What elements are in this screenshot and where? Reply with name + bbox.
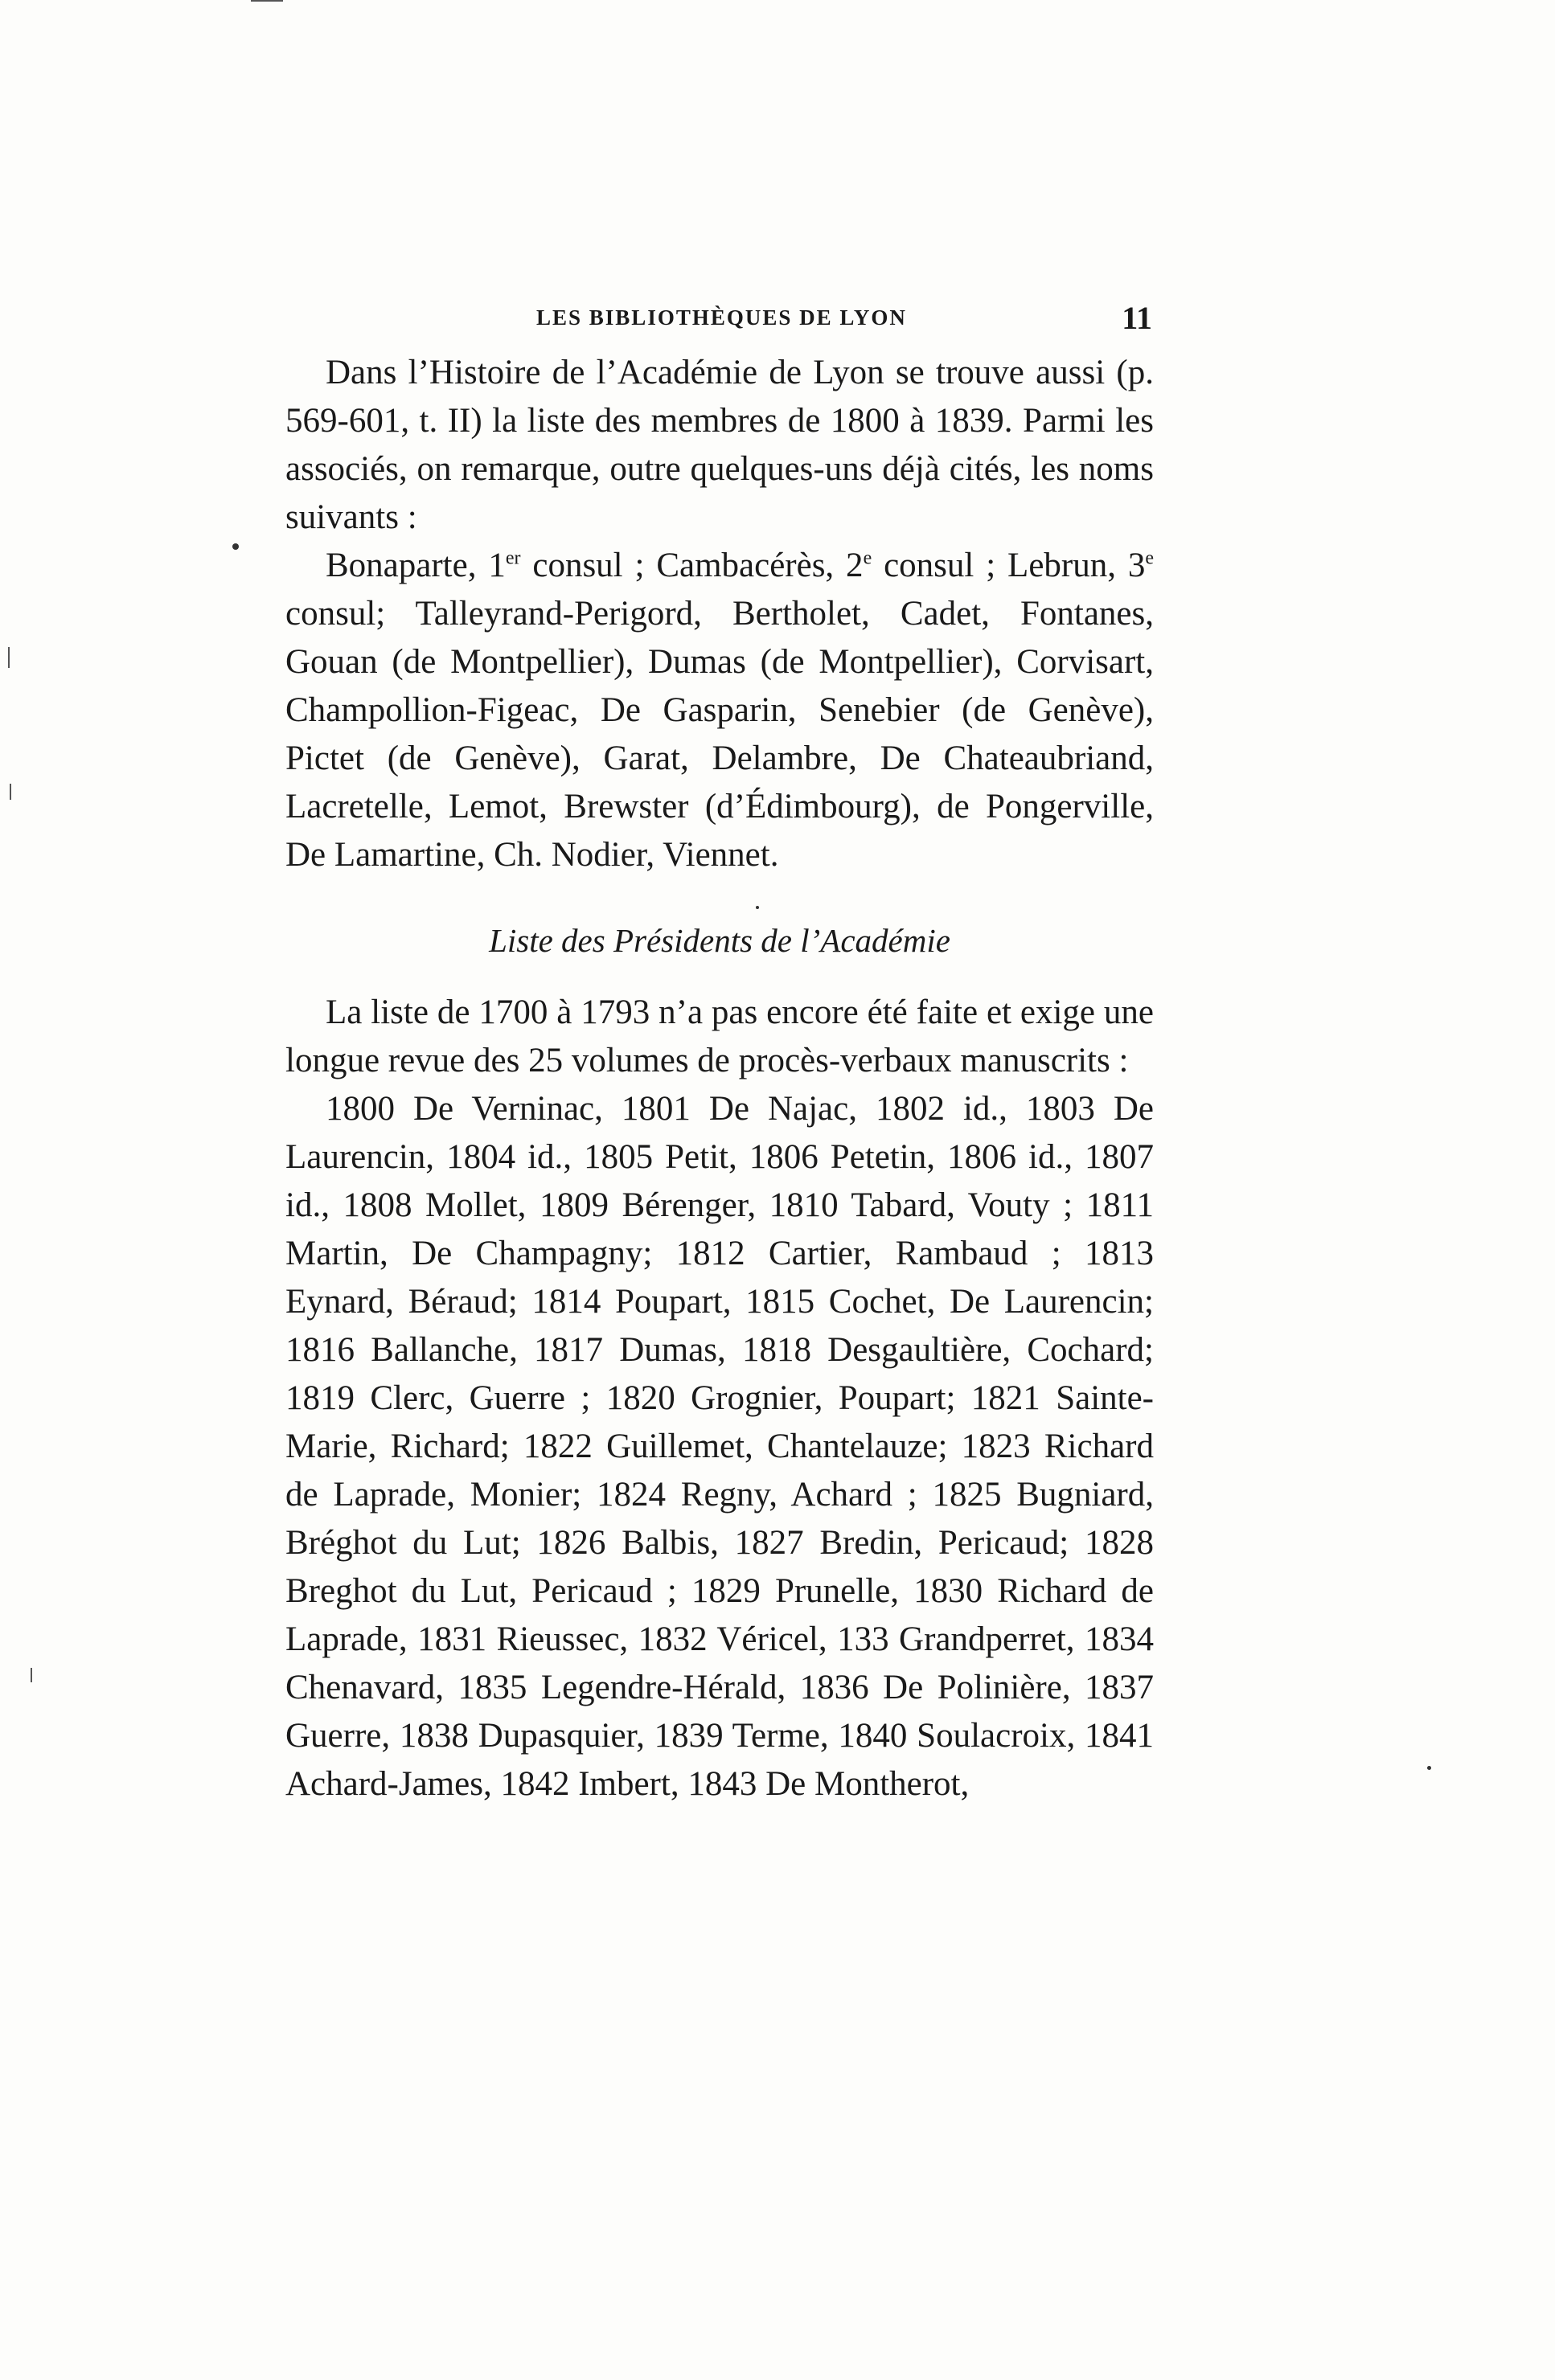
page-number: 11 — [1122, 300, 1152, 336]
scan-mark — [31, 1668, 32, 1682]
paragraph-presidents: 1800 De Verninac, 1801 De Najac, 1802 id., 1803 De Laurencin, 1804 id., 1805 Petit, 1806 Petetin, 1806 id., 1807 id., 1808 Mollet, 1809 Bérenger, 1810 Tabard, Vouty ; 1811 Martin, De Champagny; 1812 Cartier, Rambaud ; 1813 Eynard, Béraud; 1814 Poupart, 1815 Cochet, De Laurencin; 1816 Ballanche, 1817 Dumas, 1818 Desgaultière, Cochard; 1819 Clerc, Guerre ; 1820 Grognier, Poupart; 1821 Sainte-Marie, Richard; 1822 Guillemet, Chantelauze; 1823 Richard de Laprade, Monier; 1824 Regny, Achard ; 1825 Bugniard, Bréghot du Lut; 1826 Balbis, 1827 Bredin, Pericaud; 1828 Breghot du Lut, Pericaud ; 1829 Prunelle, 1830 Richard de Laprade, 1831 Rieussec, 1832 Véricel, 133 Grandperret, 1834 Chenavard, 1835 Legendre-Hérald, 1836 De Polinière, 1837 Guerre, 1838 Dupasquier, 1839 Terme, 1840 Soulacroix, 1841 Achard-James, 1842 Imbert, 1843 De Montherot, — [285, 1090, 1154, 1803]
running-head — [285, 299, 1162, 347]
scan-mark — [10, 784, 11, 800]
text-run: consul; Talleyrand-Perigord, Bertholet, Cadet, Fontanes, Gouan (de Montpellier), Dumas (de Montpellier), Corvisart, Champollion-Figeac, De Gasparin, Senebier (de Genève), Pictet (de Genève), Garat, Delambre, De Chateaubriand, Lacretelle, Lemot, Brewster (d’Édimbourg), de Pongerville, De Lamartine, Ch. Nodier, Viennet. — [285, 595, 1154, 874]
superscript: e — [1145, 547, 1155, 569]
paragraph-list-intro: La liste de 1700 à 1793 n’a pas encore été faite et exige une longue revue des 25 volumes de procès-verbaux manuscrits : — [285, 993, 1154, 1079]
superscript: e — [863, 547, 872, 569]
scan-mark — [251, 0, 283, 2]
paragraph-intro: Dans l’Histoire de l’Académie de Lyon se trouve aussi (p. 569-601, t. II) la liste des membres de 1800 à 1839. Parmi les associés, on remarque, outre quelques-uns déjà cités, les noms suivants : — [285, 354, 1154, 536]
paragraph-associates — [285, 542, 1154, 879]
text-run: consul ; Cambacérès, 2 — [520, 547, 864, 584]
scan-speck — [232, 543, 239, 550]
superscript: er — [505, 547, 521, 569]
text-run: Bonaparte, 1 — [326, 547, 506, 584]
text-run: consul ; Lebrun, 3 — [872, 547, 1146, 584]
scan-mark — [8, 647, 10, 668]
section-title: Liste des Présidents de l’Académie — [489, 922, 950, 959]
body-text — [285, 349, 1154, 1809]
running-title: LES BIBLIOTHÈQUES DE LYON — [536, 305, 907, 330]
scan-speck — [1427, 1766, 1431, 1770]
